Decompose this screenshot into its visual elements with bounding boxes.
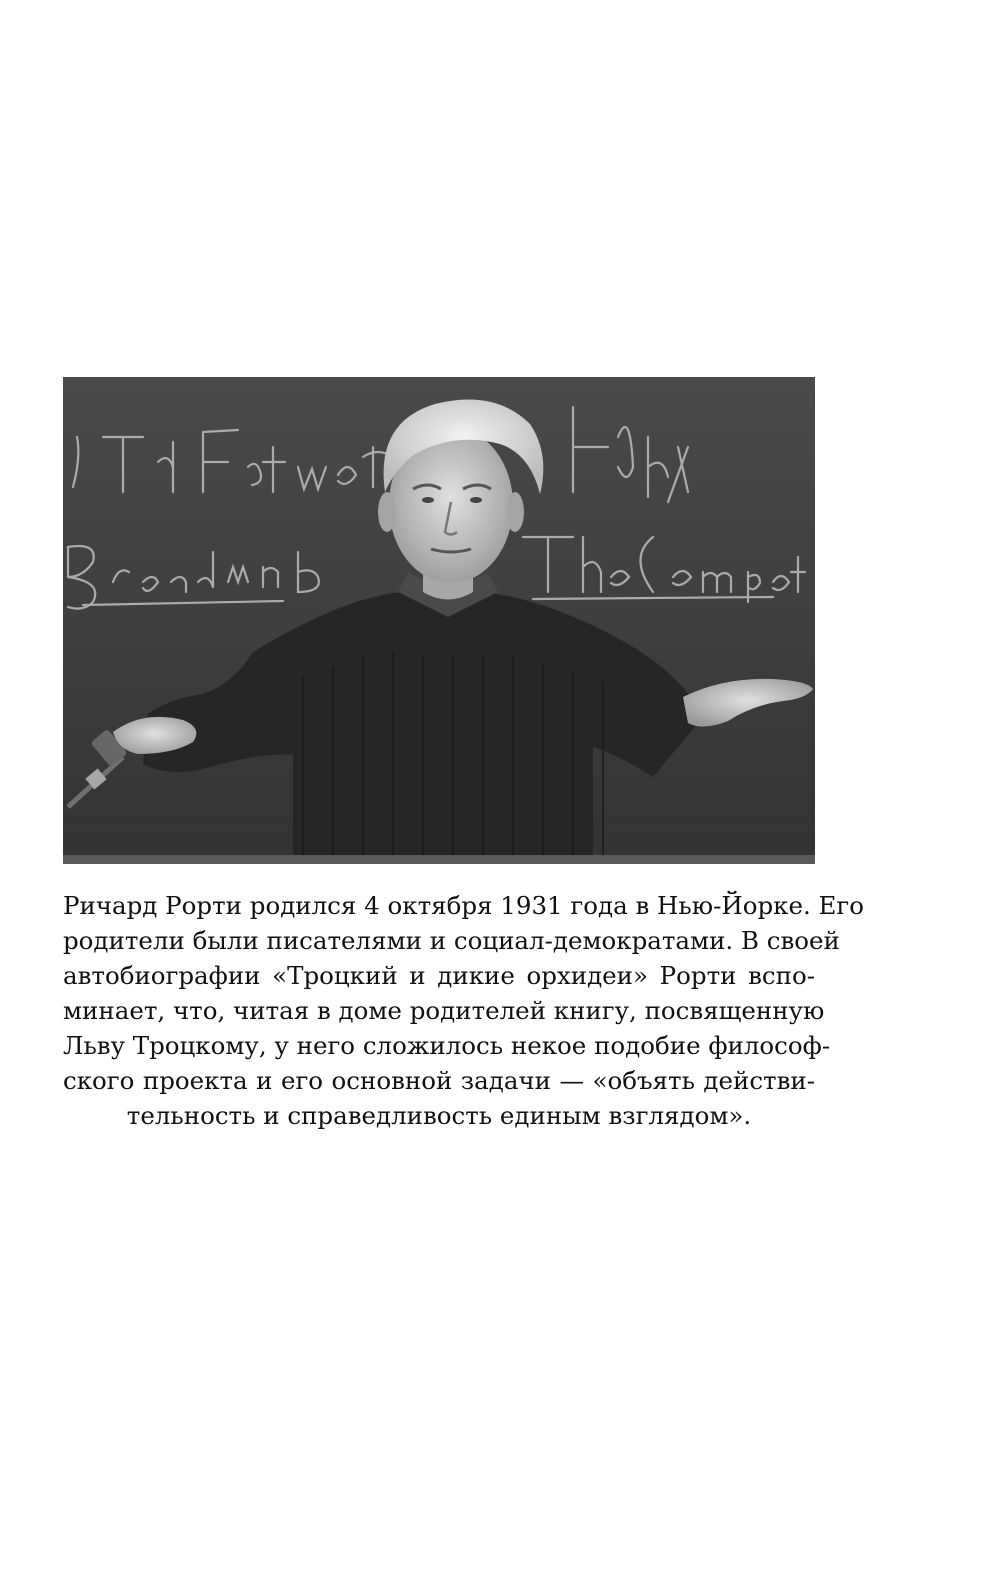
caption-line: ского проекта и его основной задачи — «объять действи- <box>63 1066 815 1095</box>
caption-line: тельность и справедливость единым взглядом». <box>126 1101 752 1130</box>
caption-line: автобиографии «Троцкий и дикие орхидеи» Рорти вспо- <box>63 961 815 990</box>
caption-line: минает, что, читая в доме родителей книгу, посвященную <box>63 996 825 1025</box>
chalk-tray <box>63 855 815 864</box>
caption-line: родители были писателями и социал-демократами. В своей <box>63 926 840 955</box>
caption-line: Ричард Рорти родился 4 октября 1931 года в Нью-Йорке. Его <box>63 891 865 920</box>
photo-caption <box>63 888 865 1133</box>
photo-illustration <box>63 377 815 864</box>
caption-line: Льву Троцкому, у него сложилось некое подобие философ- <box>63 1031 831 1060</box>
portrait-photo <box>63 377 815 864</box>
